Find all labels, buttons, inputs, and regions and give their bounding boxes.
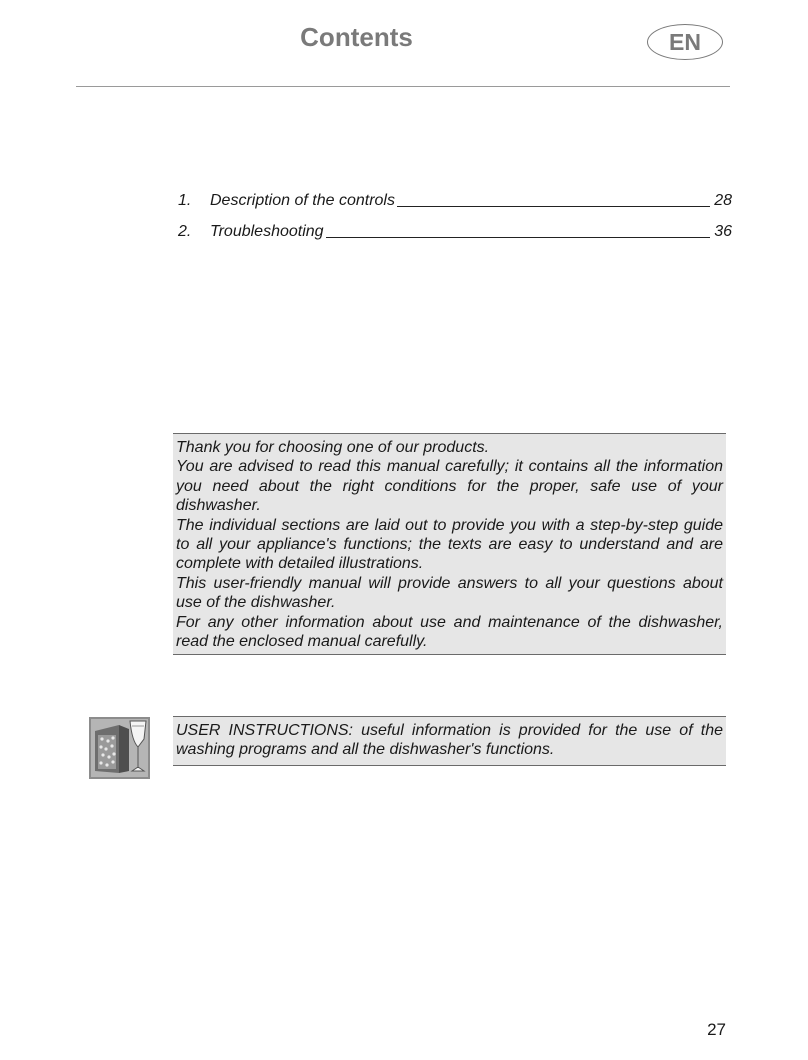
toc-leader-line bbox=[397, 206, 710, 207]
intro-note-box bbox=[173, 433, 726, 655]
toc-entry-page: 36 bbox=[714, 223, 732, 240]
toc-entry-title: Troubleshooting bbox=[210, 223, 324, 240]
header-divider bbox=[76, 86, 730, 87]
page-title: Contents bbox=[300, 22, 413, 52]
intro-paragraph: You are advised to read this manual carefully; it contains all the information you need about the right conditions for the proper, safe use of your dishwasher. bbox=[176, 458, 723, 515]
intro-paragraph: This user-friendly manual will provide answers to all your questions about use of the dishwasher. bbox=[176, 574, 723, 612]
toc-entry-number: 2. bbox=[178, 223, 192, 240]
dishwasher-glass-icon bbox=[89, 717, 150, 779]
intro-paragraph: The individual sections are laid out to provide you with a step-by-step guide to all your appliance's functions; the texts are easy to understand and are complete with detailed illustrations. bbox=[176, 516, 723, 573]
toc-entry-page: 28 bbox=[714, 192, 732, 209]
user-instructions-box: USER INSTRUCTIONS: useful information is provided for the use of the washing programs and all the dishwasher's functions. bbox=[173, 716, 726, 766]
toc-entry-title: Description of the controls bbox=[210, 192, 395, 209]
toc-leader-line bbox=[326, 237, 710, 238]
toc-entry-number: 1. bbox=[178, 192, 192, 209]
page-number: 27 bbox=[707, 1020, 726, 1039]
table-of-contents bbox=[178, 190, 732, 252]
toc-entry[interactable] bbox=[178, 190, 732, 210]
toc-entry[interactable] bbox=[178, 221, 732, 241]
intro-paragraph: Thank you for choosing one of our products. bbox=[176, 439, 490, 456]
intro-paragraph: For any other information about use and maintenance of the dishwasher, read the enclosed manual carefully. bbox=[176, 613, 723, 651]
language-badge: EN bbox=[647, 24, 723, 60]
